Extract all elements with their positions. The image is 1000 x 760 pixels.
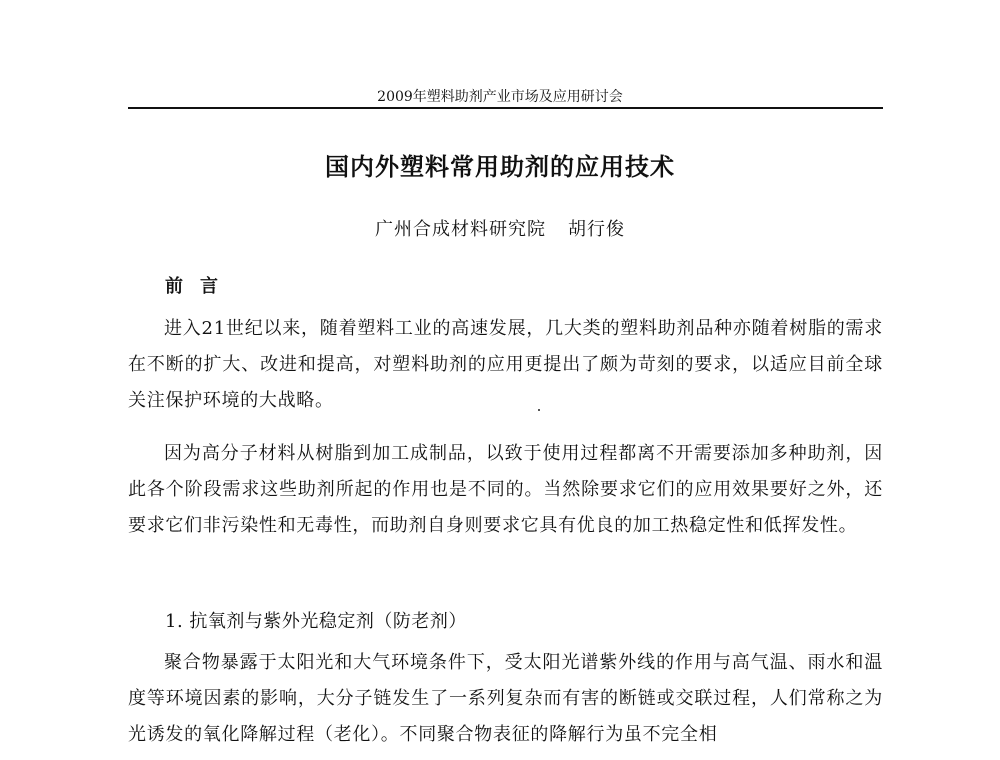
preface-paragraph-2: 因为高分子材料从树脂到加工成制品，以致于使用过程都离不开需要添加多种助剂，因此各个阶段需求这些助剂所起的作用也是不同的。当然除要求它们的应用效果要好之外，还要求它们非污染性和无毒性，而助剂自身则要求它具有优良的加工热稳定性和低挥发性。 (128, 443, 883, 536)
preface-heading: 前言 (165, 276, 235, 297)
author-institution: 广州合成材料研究院 (375, 219, 546, 240)
header-rule (128, 107, 883, 109)
author-name: 胡行俊 (568, 219, 625, 240)
section-1-paragraph: 聚合物暴露于太阳光和大气环境条件下，受太阳光谱紫外线的作用与高气温、雨水和温度等环境因素的影响，大分子链发生了一系列复杂而有害的断链或交联过程，人们常称之为光诱发的氧化降解过程（老化）。不同聚合物表征的降解行为虽不完全相 (128, 652, 883, 745)
scan-speck (538, 409, 540, 411)
preface-paragraph-1: 进入21世纪以来，随着塑料工业的高速发展，几大类的塑料助剂品种亦随着树脂的需求在不断的扩大、改进和提高，对塑料助剂的应用更提出了颇为苛刻的要求，以适应目前全球关注保护环境的大战略。 (128, 318, 883, 411)
paper-title: 国内外塑料常用助剂的应用技术 (325, 152, 675, 181)
running-header: 2009年塑料助剂产业市场及应用研讨会 (377, 89, 623, 105)
section-1-heading: 1. 抗氧剂与紫外光稳定剂（防老剂） (165, 611, 467, 632)
author-line (0, 215, 1000, 241)
